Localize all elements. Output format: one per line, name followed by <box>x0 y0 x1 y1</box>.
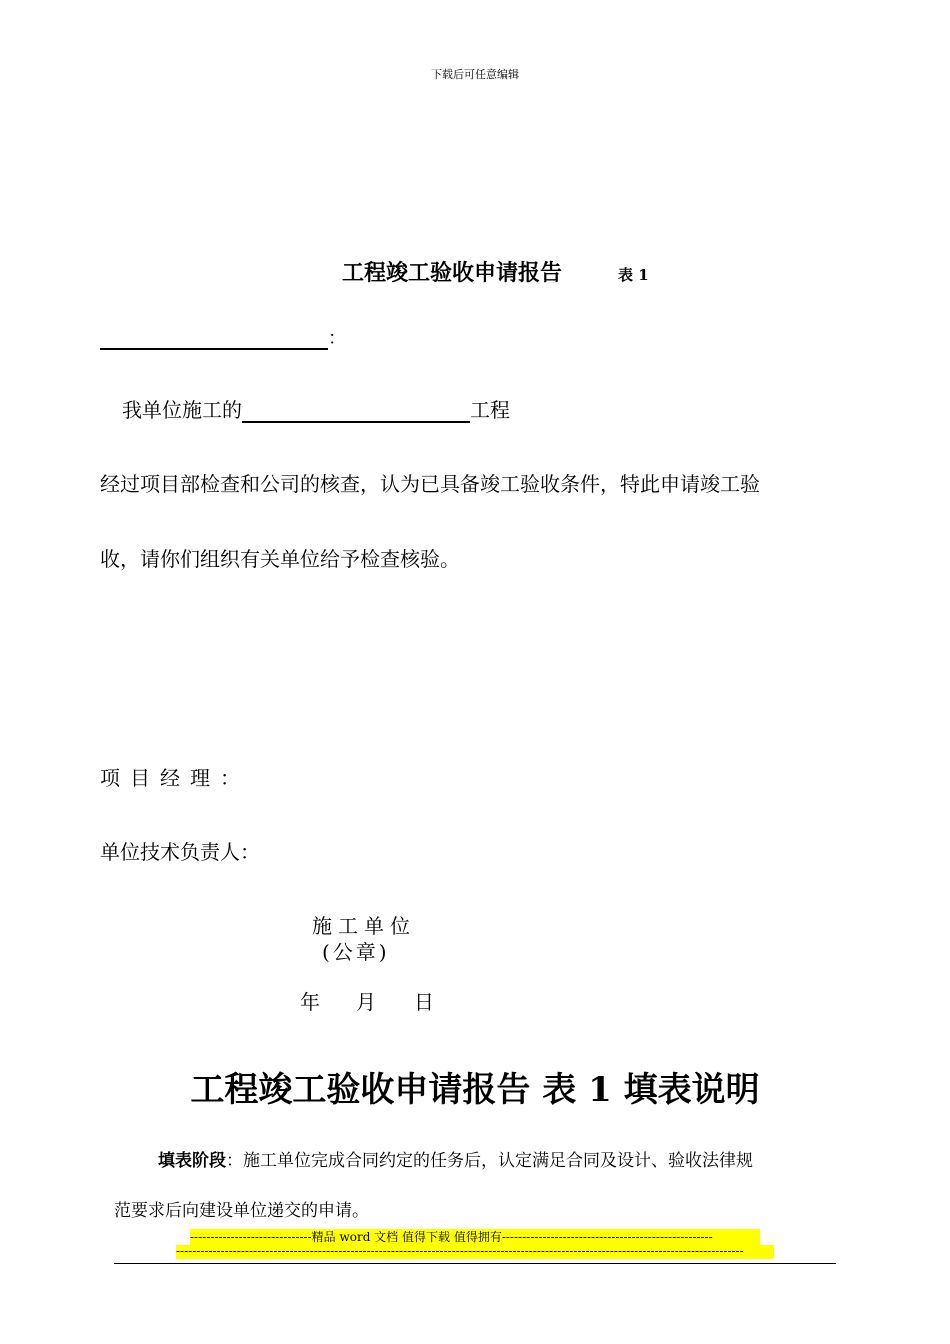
addressee-blank <box>100 330 328 350</box>
official-seal-label: (公章) <box>322 940 390 964</box>
body-paragraph-line2: 经过项目部检查和公司的核查，认为已具备竣工验收条件，特此申请竣工验 <box>100 472 760 496</box>
table-number: 表 1 <box>618 266 649 284</box>
project-name-blank <box>242 401 470 423</box>
line1-suffix: 工程 <box>470 398 510 422</box>
stage-label: 填表阶段 <box>158 1151 226 1171</box>
form-title-row <box>342 256 649 287</box>
promo-banner: ------------------------------精品 word 文档 值得下载 值得拥有---------------------------------------------------- <box>190 1229 760 1245</box>
addressee-line <box>100 324 346 350</box>
tech-lead-label: 单位技术负责人： <box>100 840 260 864</box>
form-title: 工程竣工验收申请报告 <box>342 260 563 286</box>
promo-dashes: -------------------------------------------------------------------------------------------------------------------------------------------- <box>176 1245 774 1259</box>
instructions-stage-line2: 范要求后向建设单位递交的申请。 <box>114 1201 369 1221</box>
date-day: 日 <box>414 990 434 1014</box>
stage-text: ：施工单位完成合同约定的任务后，认定满足合同及设计、验收法律规 <box>226 1151 753 1171</box>
date-year: 年 <box>300 990 320 1014</box>
instructions-stage-line1 <box>158 1146 753 1171</box>
addressee-colon: ： <box>328 328 346 349</box>
date-line <box>300 986 434 1015</box>
footer-rule <box>114 1263 836 1264</box>
body-paragraph-line3: 收，请你们组织有关单位给予检查核验。 <box>100 547 460 571</box>
date-month: 月 <box>356 990 376 1014</box>
construction-unit-label: 施工单位 <box>312 914 416 938</box>
instructions-heading: 工程竣工验收申请报告 表 1 填表说明 <box>190 1070 760 1110</box>
body-paragraph-line1 <box>122 394 510 423</box>
project-manager-label: 项目经理： <box>100 766 250 790</box>
line1-prefix: 我单位施工的 <box>122 398 242 422</box>
page-header-note: 下载后可任意编辑 <box>431 68 519 81</box>
